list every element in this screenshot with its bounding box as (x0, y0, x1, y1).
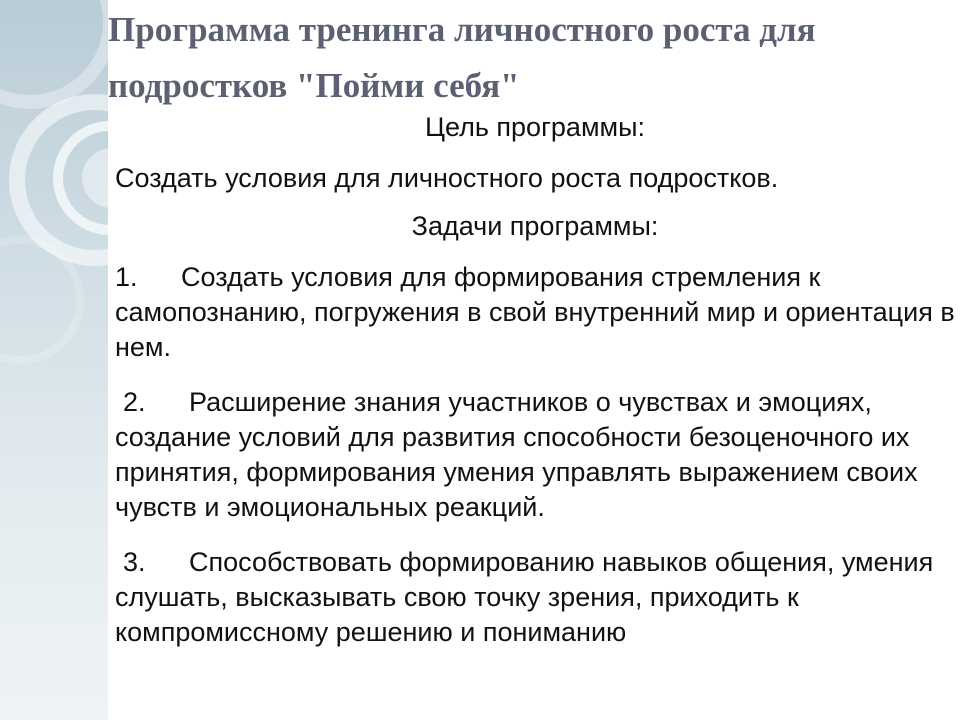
decorative-circle-core (82, 148, 108, 208)
task-item-1 (115, 260, 955, 365)
task-text: Способствовать формированию навыков общения, умения слушать, высказывать свою точку зрения, приходить к компромиссному решению и пониманию (115, 547, 934, 647)
slide-title (108, 2, 960, 114)
decorative-arc-bottom (0, 240, 80, 360)
slide-title-line-2: подростков "Пойми себя" (108, 66, 520, 105)
slide-title-line-1: Программа тренинга личностного роста для (108, 10, 816, 49)
task-text: Создать условия для формирования стремления к самопознанию, погружения в свой внутренний мир и ориентация в нем. (115, 262, 955, 362)
tasks-heading: Задачи программы: (411, 211, 659, 241)
slide-body (115, 110, 955, 650)
task-item-3 (115, 545, 955, 650)
decorative-circles-graphic (0, 0, 108, 720)
task-number: 3. (123, 547, 146, 577)
decorative-arc-top (0, 0, 108, 102)
goal-heading: Цель программы: (425, 112, 645, 142)
decorative-side-panel (0, 0, 108, 720)
goal-text: Создать условия для личностного роста подростков. (115, 163, 779, 193)
task-text: Расширение знания участников о чувствах и эмоциях, создание условий для развития способности безоценочного их принятия, формирования умения управлять выражением своих чувств и эмоциональных реакций. (115, 387, 918, 522)
task-number: 2. (123, 387, 146, 417)
task-number: 1. (115, 262, 138, 292)
task-item-2 (115, 385, 955, 525)
